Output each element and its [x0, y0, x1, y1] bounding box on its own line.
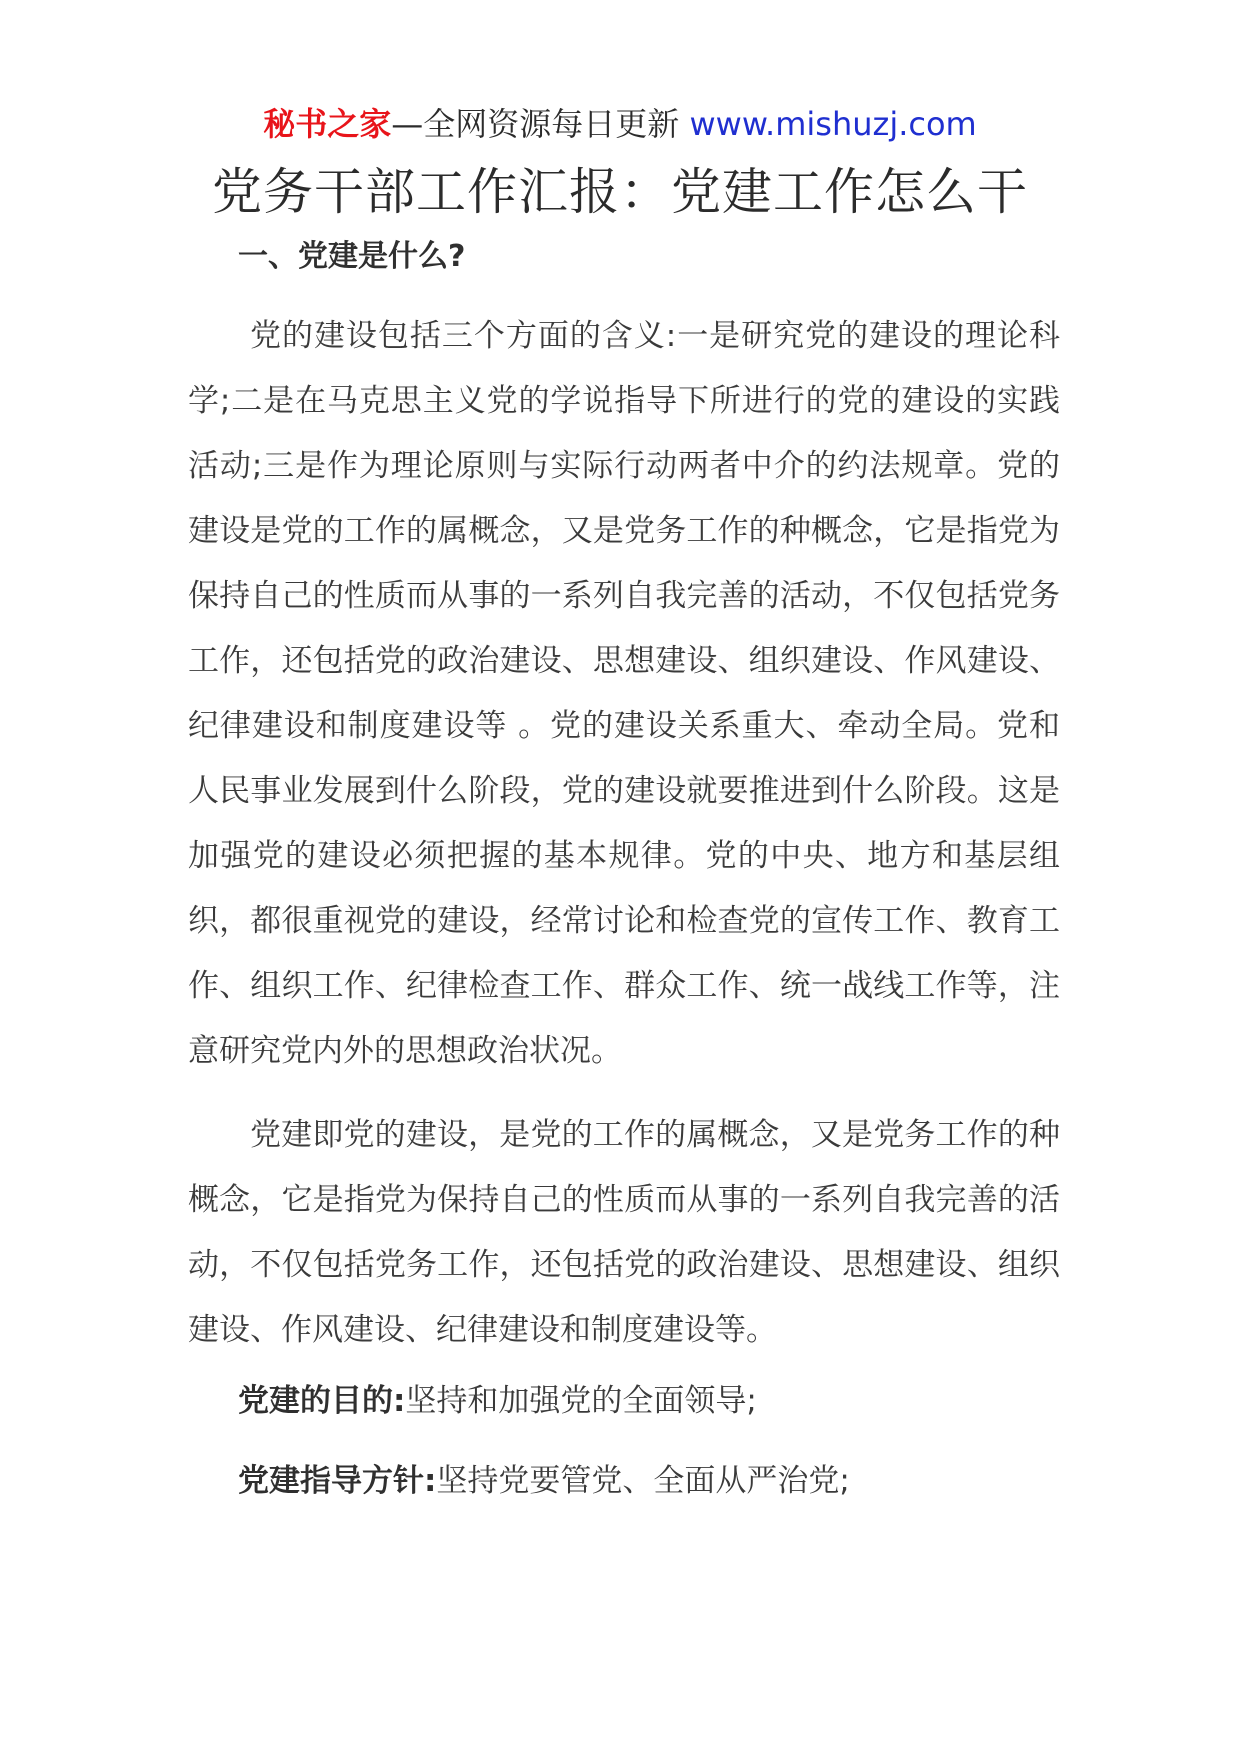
- banner-tagline: —全网资源每日更新: [391, 105, 690, 143]
- brand-name: 秘书之家: [263, 105, 392, 143]
- purpose-label: 党建的目的:: [238, 1383, 406, 1419]
- guideline-label: 党建指导方针:: [238, 1463, 437, 1499]
- site-url-link[interactable]: www.mishuzj.com: [689, 105, 977, 143]
- body-paragraph-1: 党的建设包括三个方面的含义:一是研究党的建设的理论科学;二是在马克思主义党的学说指导下所进行的党的建设的实践活动;三是作为理论原则与实际行动两者中介的约法规章。党的建设是党的工作的属概念，又是党务工作的种概念，它是指党为保持自己的性质而从事的一系列自我完善的活动，不仅包括党务工作，还包括党的政治建设、思想建设、组织建设、作风建设、纪律建设和制度建设等 。党的建设关系重大、牵动全局。党和人民事业发展到什么阶段，党的建设就要推进到什么阶段。这是加强党的建设必须把握的基本规律。党的中央、地方和基层组织，都很重视党的建设，经常讨论和检查党的宣传工作、教育工作、组织工作、纪律检查工作、群众工作、统一战线工作等，注意研究党内外的思想政治状况。: [188, 318, 1060, 1069]
- document-title: 党务干部工作汇报：党建工作怎么干: [212, 163, 1028, 221]
- section-heading: 一、党建是什么?: [238, 239, 466, 274]
- guideline-line: [238, 1459, 850, 1503]
- site-banner: [0, 102, 1240, 146]
- guideline-value: 坚持党要管党、全面从严治党;: [436, 1463, 850, 1499]
- purpose-value: 坚持和加强党的全面领导;: [405, 1383, 757, 1419]
- purpose-line: [238, 1379, 757, 1423]
- body-paragraph-2: 党建即党的建设，是党的工作的属概念，又是党务工作的种概念，它是指党为保持自己的性质而从事的一系列自我完善的活动，不仅包括党务工作，还包括党的政治建设、思想建设、组织建设、作风建设、纪律建设和制度建设等。: [188, 1117, 1060, 1348]
